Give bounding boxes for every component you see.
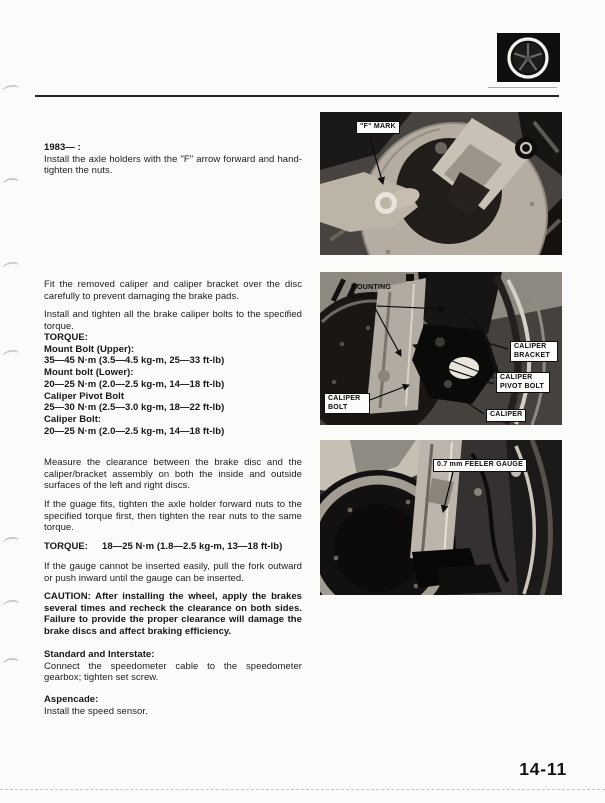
scan-mark bbox=[2, 657, 19, 665]
chapter-logo-box bbox=[497, 33, 560, 82]
torque-title: TORQUE: bbox=[44, 332, 88, 343]
paragraph: Fit the removed caliper and caliper bracket over the disc carefully to prevent damaging the brake pads. bbox=[44, 279, 302, 302]
torque-line: 25—30 N·m (2.5—3.0 kg-m, 18—22 ft-lb) bbox=[44, 402, 225, 414]
paragraph: If the guage fits, tighten the axle holder forward nuts to the specified torque first, then tighten the rear nuts to the same torque. bbox=[44, 499, 302, 534]
torque-label: TORQUE: bbox=[44, 541, 88, 552]
page-number: 14-11 bbox=[519, 759, 567, 779]
photo-caliper-bolts bbox=[320, 272, 562, 425]
header-rule bbox=[35, 95, 559, 97]
paragraph: Install the axle holders with the "F" arrow forward and hand-tighten the nuts. bbox=[44, 153, 302, 177]
callout-mounting-bolts: MOUNTING BOLTS bbox=[351, 284, 392, 300]
callout-caliper-pivot-bolt: CALIPER PIVOT BOLT bbox=[496, 372, 550, 393]
callout-f-mark: "F" MARK bbox=[356, 121, 400, 134]
paragraph-measure-clearance bbox=[44, 457, 302, 492]
section-heading: Aspencade: bbox=[44, 694, 99, 705]
callout-feeler-gauge: 0.7 mm FEELER GAUGE bbox=[433, 459, 527, 472]
section-aspencade bbox=[44, 694, 302, 717]
photo-feeler-gauge bbox=[320, 440, 562, 595]
wheel-emblem-icon bbox=[497, 33, 560, 82]
torque-spec-block bbox=[44, 332, 302, 437]
section-heading: 1983— : bbox=[44, 142, 81, 153]
paragraph: If the gauge cannot be inserted easily, pull the fork outward or push inward until the gauge can be inserted. bbox=[44, 561, 302, 584]
page-bottom-scan-line bbox=[0, 789, 605, 790]
torque-line: Caliper Bolt: bbox=[44, 413, 102, 425]
paragraph: Measure the clearance between the brake disc and the caliper/bracket assembly on both the inside and outside surfaces of the left and right discs. bbox=[44, 457, 302, 492]
torque-line: Caliper Pivot Bolt bbox=[44, 390, 125, 402]
section-heading: Standard and Interstate: bbox=[44, 649, 155, 660]
caution-block bbox=[44, 591, 302, 638]
torque-single-line bbox=[44, 541, 302, 553]
torque-line: 20—25 N·m (2.0—2.5 kg-m, 14—18 ft-lb) bbox=[44, 425, 225, 437]
paragraph: Install the speed sensor. bbox=[44, 705, 148, 717]
header-shadow-line bbox=[488, 87, 557, 88]
torque-value: 18—25 N·m (1.8—2.5 kg-m, 13—18 ft-lb) bbox=[101, 541, 283, 552]
callout-caliper-bolt: CALIPER BOLT bbox=[324, 393, 370, 414]
paragraph-fit-caliper bbox=[44, 279, 302, 302]
paragraph: Connect the speedometer cable to the speedometer gearbox; tighten set screw. bbox=[44, 660, 302, 684]
paragraph-gauge-fits bbox=[44, 499, 302, 534]
paragraph: Install and tighten all the brake caliper bolts to the specified torque. bbox=[44, 309, 302, 332]
callout-caliper: CALIPER bbox=[486, 409, 526, 422]
photo-axle-holder-f-mark bbox=[320, 112, 562, 255]
torque-line: 35—45 N·m (3.5—4.5 kg-m, 25—33 ft-lb) bbox=[44, 355, 225, 367]
scan-mark bbox=[2, 261, 19, 269]
paragraph-install-bolts bbox=[44, 309, 302, 332]
scan-mark bbox=[2, 349, 19, 357]
torque-line: Mount Bolt (Upper): bbox=[44, 343, 135, 355]
scan-mark bbox=[2, 599, 19, 607]
scan-mark bbox=[2, 177, 19, 185]
section-1983 bbox=[44, 142, 302, 177]
caution-text: CAUTION: After installing the wheel, apply the brakes several times and recheck the clearance on both sides. Failure to provide the proper clearance will damage the brake discs and affect braking efficiency. bbox=[44, 591, 302, 638]
paragraph-gauge-not-inserted bbox=[44, 561, 302, 584]
section-standard-interstate bbox=[44, 649, 302, 684]
scan-mark bbox=[2, 84, 19, 92]
scan-mark bbox=[2, 536, 19, 544]
torque-line: Mount bolt (Lower): bbox=[44, 367, 134, 379]
torque-line: 20—25 N·m (2.0—2.5 kg-m, 14—18 ft-lb) bbox=[44, 378, 225, 390]
callout-caliper-bracket: CALIPER BRACKET bbox=[510, 341, 558, 362]
